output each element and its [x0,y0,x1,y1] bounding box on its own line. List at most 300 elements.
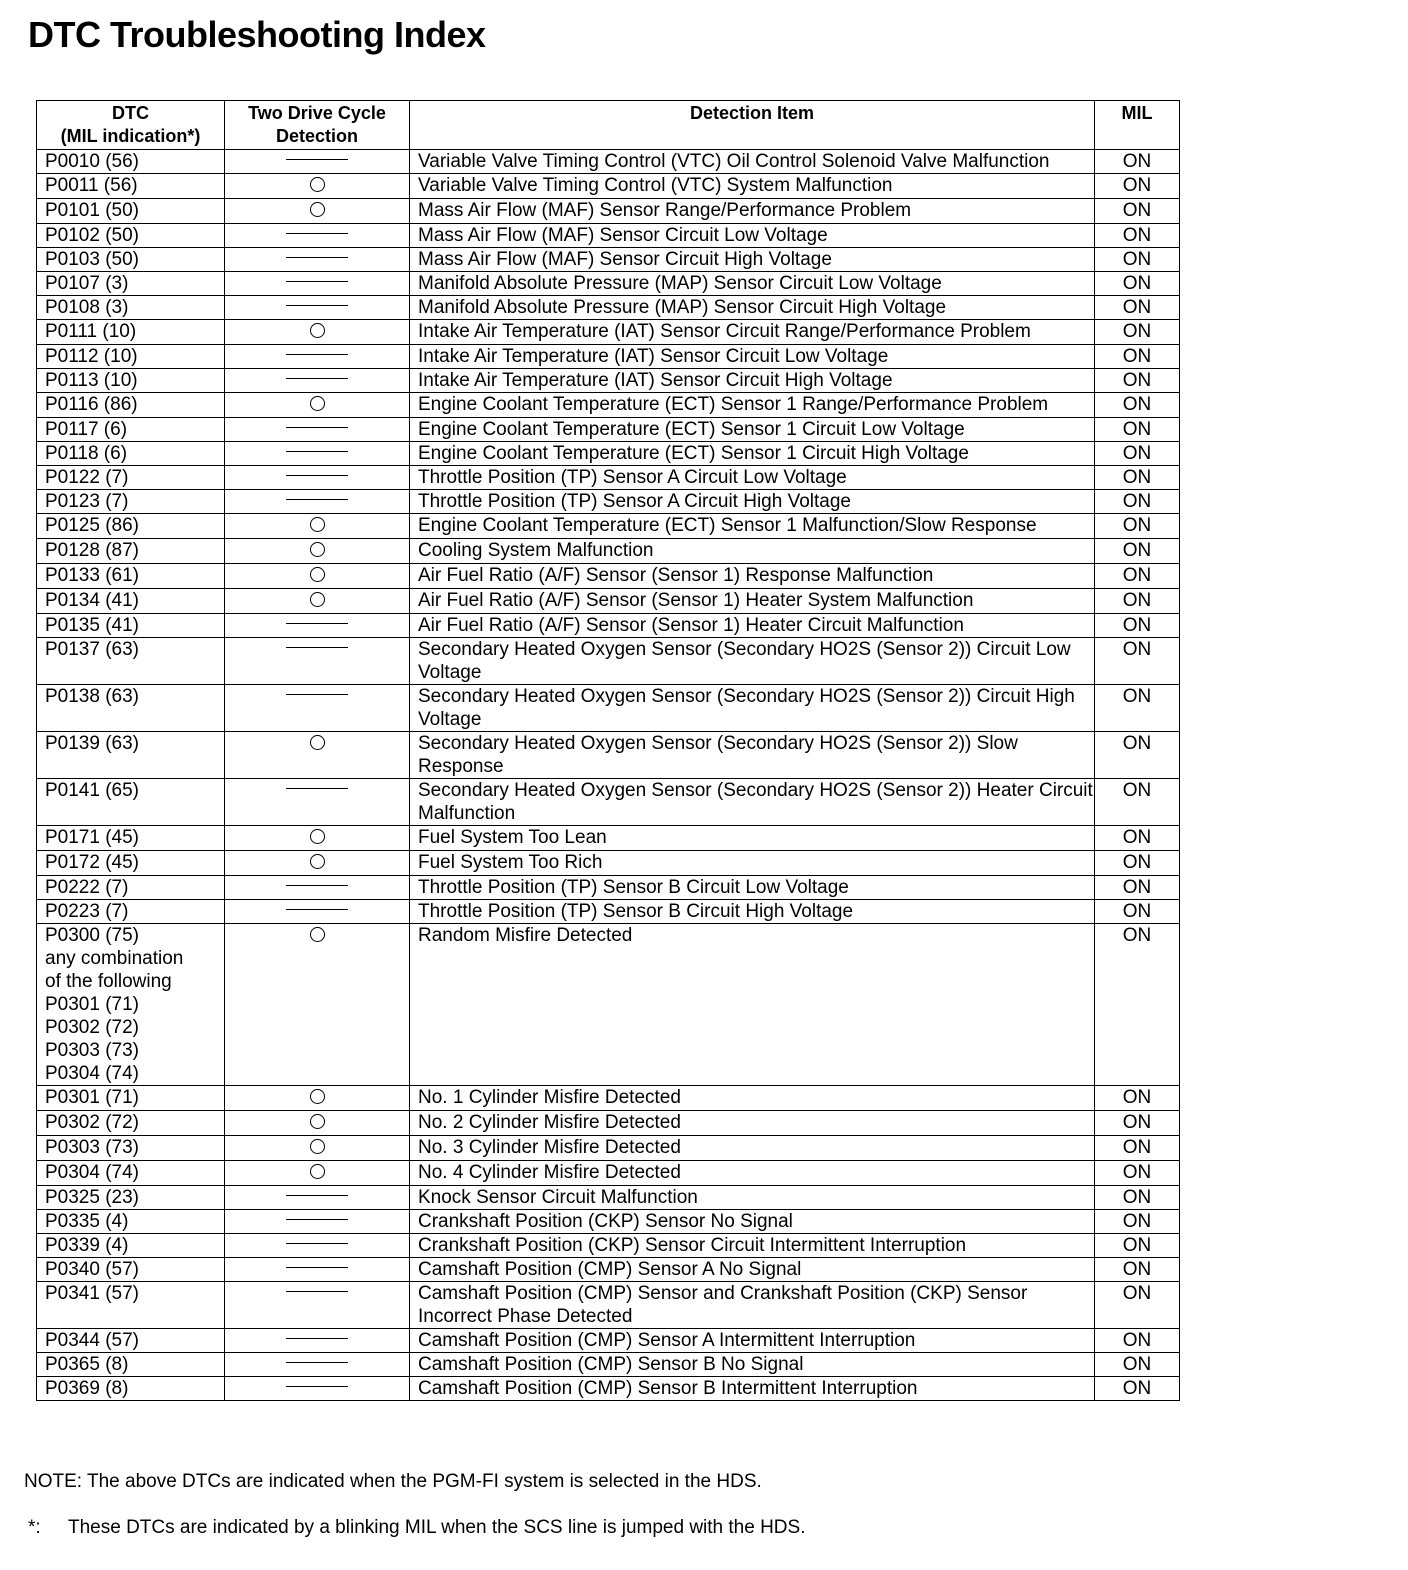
dtc-code: P0113 (10) [45,370,138,391]
table-row [37,393,1180,418]
two-drive-cycle-cell [225,272,410,296]
table-header [37,101,1180,150]
mil-status-cell: ON [1095,779,1180,826]
detection-item-cell: Camshaft Position (CMP) Sensor A Intermittent Interruption [410,1329,1095,1353]
detection-item-cell: Air Fuel Ratio (A/F) Sensor (Sensor 1) Heater Circuit Malfunction [410,614,1095,638]
dtc-code: P0340 (57) [45,1259,140,1280]
two-drive-cycle-cell [225,1258,410,1282]
two-drive-cycle-cell [225,1353,410,1377]
detection-item-cell: Engine Coolant Temperature (ECT) Sensor 1 Circuit High Voltage [410,442,1095,466]
dash-icon [286,281,348,282]
table-row [37,174,1180,199]
dtc-code: P0335 (4) [45,1211,129,1232]
dtc-code: any combination [45,948,184,969]
dtc-code: P0138 (63) [45,686,140,707]
footnote-mark: *: [28,1517,41,1538]
table-row [37,851,1180,876]
dtc-code: P0135 (41) [45,615,140,636]
dash-icon [286,885,348,886]
dtc-code-cell [37,442,225,466]
dtc-code: P0107 (3) [45,273,129,294]
dtc-code: P0344 (57) [45,1330,140,1351]
table-row [37,900,1180,924]
two-drive-cycle-cell [225,199,410,224]
dash-icon [286,788,348,789]
dtc-code-cell [37,638,225,685]
dtc-code: P0301 (71) [45,994,140,1015]
dtc-code: P0339 (4) [45,1235,129,1256]
mil-status-cell: ON [1095,224,1180,248]
dtc-code: P0117 (6) [45,419,128,440]
dtc-code: P0122 (7) [45,467,129,488]
mil-status-cell: ON [1095,248,1180,272]
two-drive-cycle-cell [225,418,410,442]
dtc-code-cell [37,1329,225,1353]
dtc-code: P0365 (8) [45,1354,129,1375]
detection-item-cell: Camshaft Position (CMP) Sensor A No Signal [410,1258,1095,1282]
mil-status-cell: ON [1095,1161,1180,1186]
dtc-code-cell [37,174,225,199]
two-drive-cycle-cell [225,369,410,393]
dtc-code-cell [37,466,225,490]
dtc-code: P0111 (10) [45,321,137,342]
mil-status-cell: ON [1095,514,1180,539]
detection-item-cell: Manifold Absolute Pressure (MAP) Sensor Circuit High Voltage [410,296,1095,320]
two-drive-cycle-cell [225,779,410,826]
table-row [37,490,1180,514]
dash-icon [286,475,348,476]
dtc-code-cell [37,614,225,638]
dash-icon [286,623,348,624]
two-drive-cycle-cell [225,638,410,685]
two-drive-cycle-cell [225,826,410,851]
header-cycle-sub: Detection [275,126,358,146]
dtc-code-cell [37,1086,225,1111]
detection-item-cell: Engine Coolant Temperature (ECT) Sensor 1 Circuit Low Voltage [410,418,1095,442]
mil-status-cell: ON [1095,1086,1180,1111]
mil-status-cell: ON [1095,732,1180,779]
mil-status-cell: ON [1095,826,1180,851]
two-drive-cycle-cell [225,876,410,900]
mil-status-cell: ON [1095,369,1180,393]
mil-status-cell: ON [1095,1210,1180,1234]
table-row [37,876,1180,900]
dtc-code-cell [37,345,225,369]
dtc-code-cell [37,779,225,826]
detection-item-cell: Throttle Position (TP) Sensor B Circuit Low Voltage [410,876,1095,900]
detection-item-cell: No. 2 Cylinder Misfire Detected [410,1111,1095,1136]
dtc-code-cell [37,150,225,174]
table-row [37,272,1180,296]
detection-item-cell: Cooling System Malfunction [410,539,1095,564]
dash-icon [286,1291,348,1292]
dtc-code: P0172 (45) [45,852,140,873]
dtc-code: P0011 (56) [45,175,138,196]
mil-status-cell: ON [1095,539,1180,564]
dash-icon [286,378,348,379]
dtc-code: P0108 (3) [45,297,129,318]
dtc-code: P0301 (71) [45,1087,140,1108]
mil-status-cell: ON [1095,150,1180,174]
table-row [37,248,1180,272]
two-drive-cycle-cell [225,320,410,345]
dtc-code-cell [37,1282,225,1329]
dash-icon [286,159,348,160]
dash-icon [286,647,348,648]
dtc-code-cell [37,369,225,393]
dtc-code: P0112 (10) [45,346,138,367]
two-drive-cycle-cell [225,539,410,564]
dtc-code-cell [37,1136,225,1161]
detection-item-cell: Knock Sensor Circuit Malfunction [410,1186,1095,1210]
detection-item-cell: Intake Air Temperature (IAT) Sensor Circuit Range/Performance Problem [410,320,1095,345]
table-row [37,1234,1180,1258]
dtc-code-cell [37,272,225,296]
dtc-code-cell [37,490,225,514]
detection-item-cell: Fuel System Too Rich [410,851,1095,876]
mil-status-cell: ON [1095,685,1180,732]
mil-status-cell: ON [1095,1234,1180,1258]
dtc-code: P0133 (61) [45,565,140,586]
detection-item-cell: Throttle Position (TP) Sensor A Circuit High Voltage [410,490,1095,514]
table-row [37,1258,1180,1282]
detection-item-cell: Camshaft Position (CMP) Sensor B No Signal [410,1353,1095,1377]
detection-item-cell: Crankshaft Position (CKP) Sensor No Signal [410,1210,1095,1234]
detection-item-cell: Mass Air Flow (MAF) Sensor Circuit High Voltage [410,248,1095,272]
dtc-code: P0223 (7) [45,901,129,922]
table-row [37,514,1180,539]
mil-status-cell: ON [1095,490,1180,514]
detection-item-cell: Camshaft Position (CMP) Sensor B Intermittent Interruption [410,1377,1095,1401]
dtc-code-cell [37,1111,225,1136]
header-dtc-label: DTC [112,103,149,123]
circle-icon [310,323,325,338]
dtc-code-cell [37,296,225,320]
two-drive-cycle-cell [225,1161,410,1186]
dtc-code: P0010 (56) [45,151,140,172]
dtc-code-cell [37,514,225,539]
table-row [37,199,1180,224]
circle-icon [310,177,325,192]
dash-icon [286,499,348,500]
dtc-code-cell [37,1258,225,1282]
mil-status-cell: ON [1095,1377,1180,1401]
dtc-code-cell [37,876,225,900]
circle-icon [310,567,325,582]
dash-icon [286,305,348,306]
table-row [37,1161,1180,1186]
two-drive-cycle-cell [225,514,410,539]
dtc-code-cell [37,248,225,272]
note-text: NOTE: The above DTCs are indicated when the PGM-FI system is selected in the HDS. [24,1471,762,1492]
dtc-code-cell [37,826,225,851]
dtc-code-cell [37,1186,225,1210]
footnote [28,1516,805,1540]
detection-item-cell: Intake Air Temperature (IAT) Sensor Circuit High Voltage [410,369,1095,393]
table-row [37,539,1180,564]
circle-icon [310,1114,325,1129]
table-row [37,732,1180,779]
circle-icon [310,592,325,607]
circle-icon [310,1139,325,1154]
mil-status-cell: ON [1095,1329,1180,1353]
dtc-code: P0302 (72) [45,1017,140,1038]
dash-icon [286,427,348,428]
two-drive-cycle-cell [225,924,410,1086]
detection-item-cell: Intake Air Temperature (IAT) Sensor Circuit Low Voltage [410,345,1095,369]
dash-icon [286,1195,348,1196]
table-row [37,224,1180,248]
circle-icon [310,1164,325,1179]
table-row [37,779,1180,826]
dtc-index-table [36,100,1180,1401]
table-row [37,638,1180,685]
circle-icon [310,829,325,844]
circle-icon [310,854,325,869]
two-drive-cycle-cell [225,685,410,732]
mil-status-cell: ON [1095,174,1180,199]
dtc-code: P0101 (50) [45,200,140,221]
dash-icon [286,1243,348,1244]
two-drive-cycle-cell [225,1234,410,1258]
two-drive-cycle-cell [225,1329,410,1353]
two-drive-cycle-cell [225,466,410,490]
dtc-code-cell [37,564,225,589]
header-dtc-sub: (MIL indication*) [60,126,201,146]
two-drive-cycle-cell [225,1111,410,1136]
header-mil: MIL [1095,101,1180,150]
detection-item-cell: Throttle Position (TP) Sensor B Circuit High Voltage [410,900,1095,924]
two-drive-cycle-cell [225,614,410,638]
detection-item-cell: No. 1 Cylinder Misfire Detected [410,1086,1095,1111]
mil-status-cell: ON [1095,851,1180,876]
two-drive-cycle-cell [225,1186,410,1210]
dash-icon [286,1362,348,1363]
mil-status-cell: ON [1095,1186,1180,1210]
mil-status-cell: ON [1095,589,1180,614]
mil-status-cell: ON [1095,272,1180,296]
detection-item-cell: Secondary Heated Oxygen Sensor (Secondary HO2S (Sensor 2)) Circuit Low Voltage [410,638,1095,685]
dtc-code: P0302 (72) [45,1112,140,1133]
detection-item-cell: No. 3 Cylinder Misfire Detected [410,1136,1095,1161]
two-drive-cycle-cell [225,1377,410,1401]
detection-item-cell: Throttle Position (TP) Sensor A Circuit Low Voltage [410,466,1095,490]
two-drive-cycle-cell [225,296,410,320]
mil-status-cell: ON [1095,320,1180,345]
mil-status-cell: ON [1095,614,1180,638]
dash-icon [286,1386,348,1387]
table-row [37,1377,1180,1401]
dtc-code: P0369 (8) [45,1378,129,1399]
dtc-code: P0341 (57) [45,1283,140,1304]
detection-item-cell: Random Misfire Detected [410,924,1095,1086]
footnote-text: These DTCs are indicated by a blinking MIL when the SCS line is jumped with the HDS. [68,1517,806,1538]
two-drive-cycle-cell [225,900,410,924]
dtc-code: P0300 (75) [45,925,140,946]
table-row [37,685,1180,732]
detection-item-cell: Secondary Heated Oxygen Sensor (Secondary HO2S (Sensor 2)) Circuit High Voltage [410,685,1095,732]
dtc-code: of the following [45,971,172,992]
circle-icon [310,927,325,942]
mil-status-cell: ON [1095,418,1180,442]
circle-icon [310,202,325,217]
dtc-code: P0141 (65) [45,780,140,801]
dash-icon [286,1338,348,1339]
table-row [37,320,1180,345]
dtc-code: P0171 (45) [45,827,140,848]
two-drive-cycle-cell [225,345,410,369]
mil-status-cell: ON [1095,876,1180,900]
table-row [37,442,1180,466]
dtc-code: P0304 (74) [45,1063,140,1084]
circle-icon [310,1089,325,1104]
dtc-code: P0118 (6) [45,443,128,464]
dtc-code: P0103 (50) [45,249,140,270]
dtc-code: P0325 (23) [45,1187,140,1208]
table-row [37,466,1180,490]
mil-status-cell: ON [1095,466,1180,490]
dtc-code-cell [37,320,225,345]
mil-status-cell: ON [1095,1136,1180,1161]
mil-status-cell: ON [1095,1282,1180,1329]
mil-status-cell: ON [1095,900,1180,924]
two-drive-cycle-cell [225,1210,410,1234]
dtc-code-cell [37,199,225,224]
dtc-code-cell [37,589,225,614]
dash-icon [286,694,348,695]
mil-status-cell: ON [1095,296,1180,320]
circle-icon [310,735,325,750]
dash-icon [286,909,348,910]
detection-item-cell: Variable Valve Timing Control (VTC) System Malfunction [410,174,1095,199]
table-body [37,150,1180,1401]
detection-item-cell: Camshaft Position (CMP) Sensor and Crankshaft Position (CKP) Sensor Incorrect Phase Detected [410,1282,1095,1329]
page-title: DTC Troubleshooting Index [28,14,486,55]
two-drive-cycle-cell [225,732,410,779]
dtc-code: P0304 (74) [45,1162,140,1183]
circle-icon [310,517,325,532]
detection-item-cell: Air Fuel Ratio (A/F) Sensor (Sensor 1) Response Malfunction [410,564,1095,589]
dtc-code-cell [37,1161,225,1186]
dtc-code: P0137 (63) [45,639,140,660]
detection-item-cell: Manifold Absolute Pressure (MAP) Sensor Circuit Low Voltage [410,272,1095,296]
table-row [37,1136,1180,1161]
dtc-code: P0125 (86) [45,515,140,536]
table-row [37,418,1180,442]
table-row [37,826,1180,851]
two-drive-cycle-cell [225,589,410,614]
two-drive-cycle-cell [225,224,410,248]
table-row [37,1111,1180,1136]
dtc-code: P0222 (7) [45,877,129,898]
dtc-code-cell [37,1377,225,1401]
dash-icon [286,257,348,258]
table-row [37,589,1180,614]
dtc-code-cell [37,732,225,779]
dtc-code-cell [37,393,225,418]
detection-item-cell: No. 4 Cylinder Misfire Detected [410,1161,1095,1186]
header-cycle [225,101,410,150]
mil-status-cell: ON [1095,1258,1180,1282]
table-row [37,369,1180,393]
detection-item-cell: Engine Coolant Temperature (ECT) Sensor 1 Range/Performance Problem [410,393,1095,418]
detection-item-cell: Engine Coolant Temperature (ECT) Sensor 1 Malfunction/Slow Response [410,514,1095,539]
dtc-code-cell [37,418,225,442]
dtc-code: P0139 (63) [45,733,140,754]
detection-item-cell: Secondary Heated Oxygen Sensor (Secondary HO2S (Sensor 2)) Slow Response [410,732,1095,779]
two-drive-cycle-cell [225,442,410,466]
dtc-code-cell [37,924,225,1086]
mil-status-cell: ON [1095,393,1180,418]
detection-item-cell: Air Fuel Ratio (A/F) Sensor (Sensor 1) Heater System Malfunction [410,589,1095,614]
dtc-code: P0116 (86) [45,394,138,415]
detection-item-cell: Crankshaft Position (CKP) Sensor Circuit Intermittent Interruption [410,1234,1095,1258]
two-drive-cycle-cell [225,393,410,418]
two-drive-cycle-cell [225,564,410,589]
dtc-code-cell [37,1353,225,1377]
dtc-code: P0303 (73) [45,1137,140,1158]
dtc-code-cell [37,685,225,732]
table-row [37,296,1180,320]
mil-status-cell: ON [1095,1111,1180,1136]
dtc-code: P0123 (7) [45,491,129,512]
mil-status-cell: ON [1095,199,1180,224]
mil-status-cell: ON [1095,442,1180,466]
dash-icon [286,451,348,452]
table-row [37,1086,1180,1111]
dtc-code: P0303 (73) [45,1040,140,1061]
table-row [37,924,1180,1086]
detection-item-cell: Fuel System Too Lean [410,826,1095,851]
table-row [37,614,1180,638]
dtc-code-cell [37,1210,225,1234]
two-drive-cycle-cell [225,1282,410,1329]
table-row [37,564,1180,589]
table-row [37,1210,1180,1234]
table-row [37,150,1180,174]
dtc-code: P0128 (87) [45,540,140,561]
dtc-code-cell [37,851,225,876]
detection-item-cell: Variable Valve Timing Control (VTC) Oil Control Solenoid Valve Malfunction [410,150,1095,174]
table-row [37,1353,1180,1377]
two-drive-cycle-cell [225,1086,410,1111]
dtc-code: P0102 (50) [45,225,140,246]
table-row [37,1282,1180,1329]
dash-icon [286,1219,348,1220]
mil-status-cell: ON [1095,924,1180,1086]
dash-icon [286,233,348,234]
two-drive-cycle-cell [225,851,410,876]
mil-status-cell: ON [1095,564,1180,589]
dtc-code-cell [37,539,225,564]
circle-icon [310,396,325,411]
dtc-code-cell [37,900,225,924]
dash-icon [286,354,348,355]
header-dtc [37,101,225,150]
dash-icon [286,1267,348,1268]
dtc-code-cell [37,224,225,248]
detection-item-cell: Mass Air Flow (MAF) Sensor Circuit Low Voltage [410,224,1095,248]
circle-icon [310,542,325,557]
dtc-code: P0134 (41) [45,590,140,611]
two-drive-cycle-cell [225,248,410,272]
detection-item-cell: Secondary Heated Oxygen Sensor (Secondary HO2S (Sensor 2)) Heater Circuit Malfunction [410,779,1095,826]
dtc-code-cell [37,1234,225,1258]
detection-item-cell: Mass Air Flow (MAF) Sensor Range/Performance Problem [410,199,1095,224]
table-row [37,345,1180,369]
mil-status-cell: ON [1095,345,1180,369]
two-drive-cycle-cell [225,490,410,514]
